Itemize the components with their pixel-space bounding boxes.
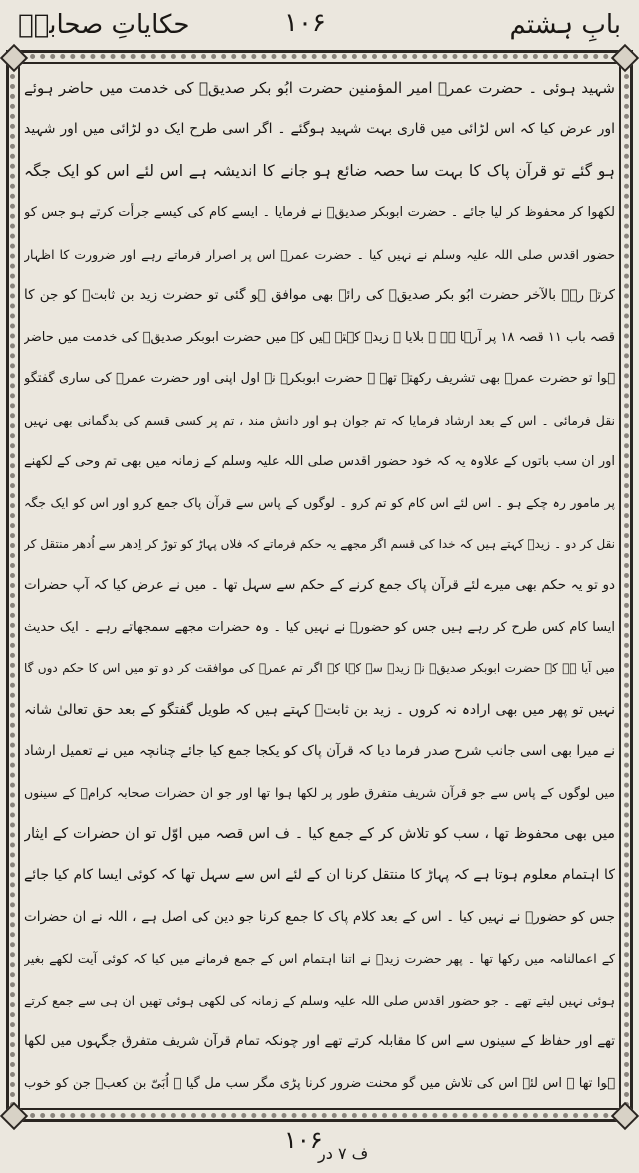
text-line: ایسا کام کس طرح کر رہے ہیں جس کو حضورؐ نے نہیں کیا ۔ وہ حضرات مجھے سمجھاتے رہے ۔ ایک حدیث	[24, 619, 615, 635]
signature-marker: ف ۷ در	[318, 1144, 369, 1163]
text-line: میں لوگوں کے پاس سے جو قرآن شریف متفرق طور پر لکھا ہوا تھا اور جو ان حضرات صحابہ کرامؓ کے سینوں	[24, 785, 615, 801]
book-title: حکایاتِ صحابہؓ	[18, 10, 190, 40]
chapter-title: بابِ ہشتم	[509, 10, 621, 40]
text-line: کرتے رہے بالآخر حضرت ابُو بکر صدیقؓ کی رائے بھی موافق ہو گئی تو حضرت زید بن ثابتؓ کو جن کا	[24, 287, 615, 304]
page-footer	[0, 1122, 639, 1173]
text-line: شہید ہوئی ۔ حضرت عمرؓ امیر المؤمنین حضرت ابُو بکر صدیقؓ کی خدمت میں حاضر ہوئے	[24, 79, 615, 97]
text-line: میں بھی محفوظ تھا ، سب کو تلاش کر کے جمع کیا ۔ ف اس قصہ میں اوّل تو ان حضرات کے ایثار	[24, 825, 615, 842]
text-line: اور ان سب باتوں کے علاوہ یہ کہ خود حضور اقدس صلی اللہ علیہ وسلم کے زمانہ میں بھی تم وحی کے لکھنے	[24, 453, 615, 469]
text-line: ہوا تھا ۔ اس لئے اس کی تلاش میں گو محنت ضرور کرنا پڑی مگر سب مل گیا ۔ اُبَیّ بن کعبؓ جن کو خوب	[24, 1075, 615, 1091]
text-line: کا اہتمام معلوم ہوتا ہے کہ پہاڑ کا منتقل کرنا ان کے لئے اس سے سہل تھا کہ کوئی ایسا کام کیا جائے	[24, 867, 615, 884]
text-line: ہوئی نہیں لیتے تھے ۔ جو حضور اقدس صلی اللہ علیہ وسلم کے زمانہ کی لکھی ہوئی تھیں ان ہی سے جمع کرتے	[24, 992, 615, 1008]
body-text	[24, 68, 615, 1104]
text-line: ہوا تو حضرت عمرؓ بھی تشریف رکھتے تھے ۔ حضرت ابوبکرؓ نے اول اپنی اور حضرت عمرؓ کی ساری گفتگو	[24, 371, 615, 387]
text-line: نقل کر دو ۔ زیدؓ کہتے ہیں کہ خدا کی قسم اگر مجھے یہ حکم فرماتے کہ فلاں پہاڑ کو توڑ کر اِدھر سے اُدھر منتقل کر	[24, 536, 615, 551]
page-header	[0, 6, 639, 50]
text-line: حضور اقدس صلی اللہ علیہ وسلم نے نہیں کیا ۔ حضرت عمرؓ اس پر اصرار فرماتے رہے اور ضرورت کا اظہار	[24, 246, 615, 262]
text-line: قصہ باب ۱۱ قصہ ۱۸ پر آرہا ہے ۔ بلایا ۔ زیدؓ کہتے ہیں کہ میں حضرت ابوبکر صدیقؓ کی خدمت میں حاضر	[24, 329, 615, 345]
text-line: دو تو یہ حکم بھی میرے لئے قرآن پاک جمع کرنے کے حکم سے سہل تھا ۔ میں نے عرض کیا کہ آپ حضرات	[24, 577, 615, 594]
text-line: جس کو حضورؐ نے نہیں کیا ۔ اس کے بعد کلام پاک کا جمع کرنا جو دین کی اصل ہے ، اللہ نے ان حضرات	[24, 908, 615, 925]
text-line: اور عرض کیا کہ اس لڑائی میں قاری بہت شہید ہوگئے ۔ اگر اسی طرح ایک دو لڑائی میں اور شہید	[24, 121, 615, 138]
header-page-number: ۱۰۶	[284, 8, 326, 38]
text-line: میں آیا ہے کہ حضرت ابوبکر صدیقؓ نے زیدؓ سے کہا کہ اگر تم عمرؓ کی موافقت کر دو تو میں اس کا حکم دوں گا	[24, 661, 615, 676]
text-line: تھے اور حفاظ کے سینوں سے اس کا مقابلہ کرتے تھے اور چونکہ تمام قرآن شریف متفرق جگہوں میں لکھا	[24, 1033, 615, 1050]
text-line: نقل فرمائی ۔ اس کے بعد ارشاد فرمایا کہ تم جوان ہو اور دانش مند ، تم پر کسی قسم کی بدگمانی بھی نہیں	[24, 412, 615, 428]
footer-page-number: ۱۰۶	[284, 1126, 323, 1154]
text-line: پر مامور رہ چکے ہو ۔ اس لئے اس کام کو تم کرو ۔ لوگوں کے پاس سے قرآن پاک جمع کرو اور اس کو ایک جگہ	[24, 495, 615, 511]
text-line: کے اعمالنامہ میں رکھا تھا ۔ پھر حضرت زیدؓ نے اتنا اہتمام اس کے جمع فرمانے میں کیا کہ کوئی آیت لکھے بغیر	[24, 951, 615, 967]
text-line: لکھوا کر محفوظ کر لیا جائے ۔ حضرت ابوبکر صدیقؓ نے فرمایا ۔ ایسے کام کی کیسے جرأت کرتے ہو جس کو	[24, 205, 615, 221]
text-line: نہیں تو پھر میں بھی ارادہ نہ کروں ۔ زید بن ثابتؓ کہتے ہیں کہ طویل گفتگو کے بعد حق تعالیٰ شانہ	[24, 701, 615, 718]
text-line: ہو گئے تو قرآن پاک کا بہت سا حصہ ضائع ہو جانے کا اندیشہ ہے اس لئے اس کو ایک جگہ	[24, 161, 615, 180]
text-line: نے میرا بھی اسی جانب شرح صدر فرما دیا کہ قرآن پاک کو یکجا جمع کیا جائے چنانچہ میں نے تعمیل ارشاد	[24, 743, 615, 760]
